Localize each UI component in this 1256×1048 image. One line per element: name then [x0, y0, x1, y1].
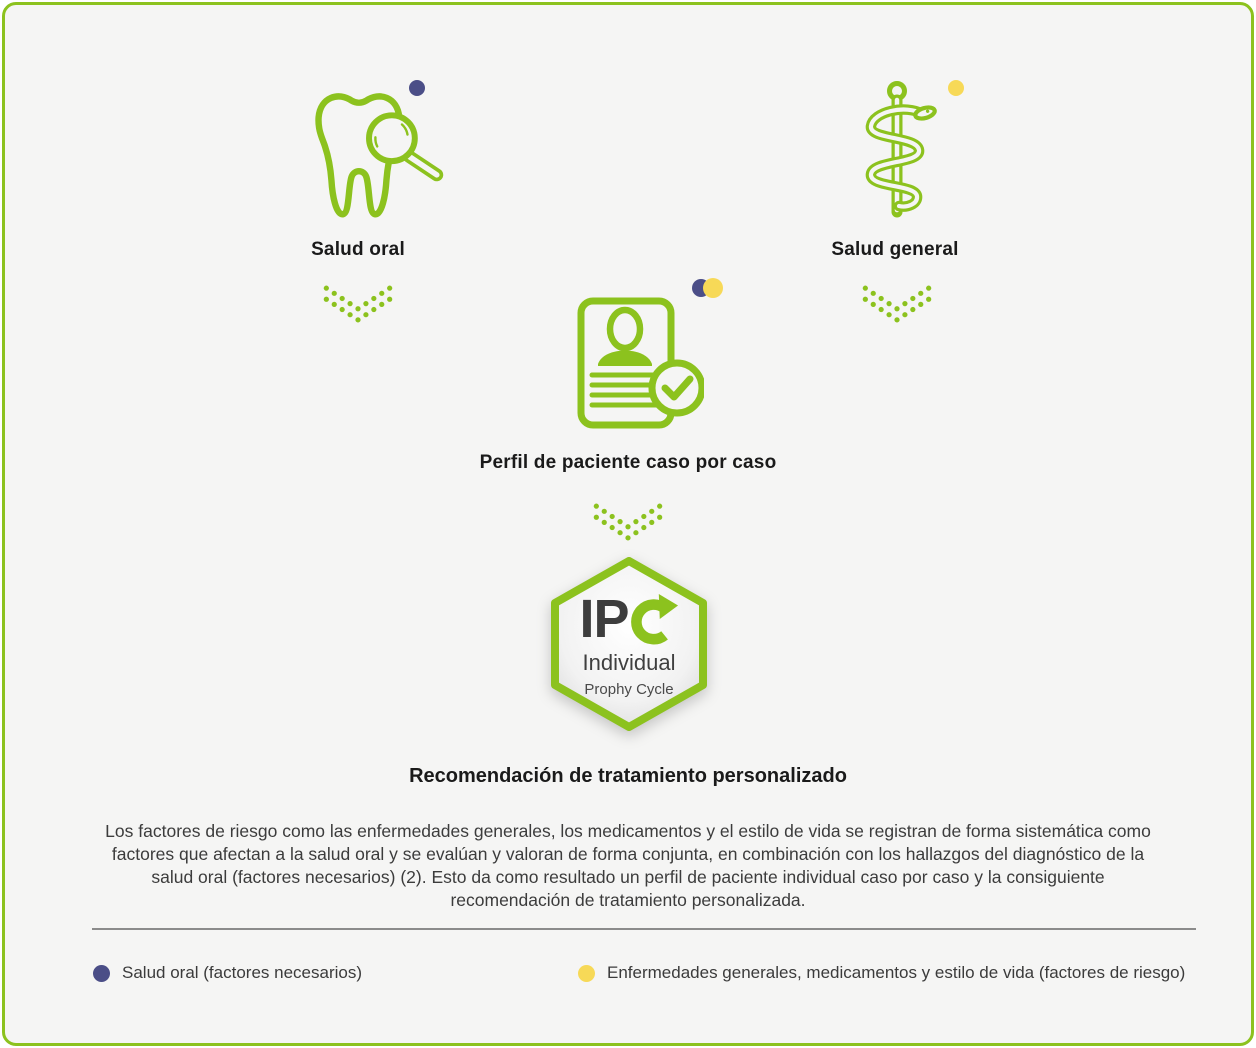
ipc-line2: Prophy Cycle: [584, 681, 674, 698]
blue-dot-icon: [93, 965, 110, 982]
recommendation-body: Los factores de riesgo como las enfermedades generales, los medicamentos y el estilo de vida se registran de forma sistemática como factores que afectan a la salud oral y se evalúan y valoran de forma conjunta, en combinación con los hallazgos del diagnóstico de la salud oral (factores necesarios) (2). Esto da como resultado un perfil de paciente individual caso por caso y la consiguiente recomendación de tratamiento personalizada.: [105, 821, 1151, 910]
patient-card-check-icon: [576, 296, 704, 432]
legend-label-oral: Salud oral (factores necesarios): [122, 963, 363, 982]
risk-factor-dot: [948, 80, 964, 96]
chevron-down-dotted-icon: [590, 500, 666, 544]
chevron-down-dotted-icon: [859, 282, 935, 326]
ipc-logo: [579, 589, 678, 649]
chevron-down-dotted-icon: [320, 282, 396, 326]
ipc-ip-letters: IP: [579, 589, 629, 649]
legend-item-oral: [93, 963, 362, 983]
risk-factor-dot: [703, 278, 723, 298]
tooth-magnifier-icon: [310, 86, 450, 228]
recommendation-title: Recomendación de tratamiento personalizado: [409, 765, 847, 787]
legend-divider: [92, 928, 1196, 930]
legend-label-risk: Enfermedades generales, medicamentos y estilo de vida (factores de riesgo): [607, 963, 1186, 982]
oral-health-label: Salud oral: [311, 239, 405, 260]
legend-item-risk: [578, 963, 1185, 983]
oral-factor-dot: [409, 80, 425, 96]
general-health-label: Salud general: [831, 239, 959, 260]
ipc-badge-text: [546, 556, 712, 732]
patient-profile-label: Perfil de paciente caso por caso: [479, 452, 777, 473]
yellow-dot-icon: [578, 965, 595, 982]
ipc-line1: Individual: [582, 650, 676, 675]
aesculapius-staff-icon: [857, 80, 937, 220]
ipc-c-recycle-letter: [629, 592, 679, 646]
